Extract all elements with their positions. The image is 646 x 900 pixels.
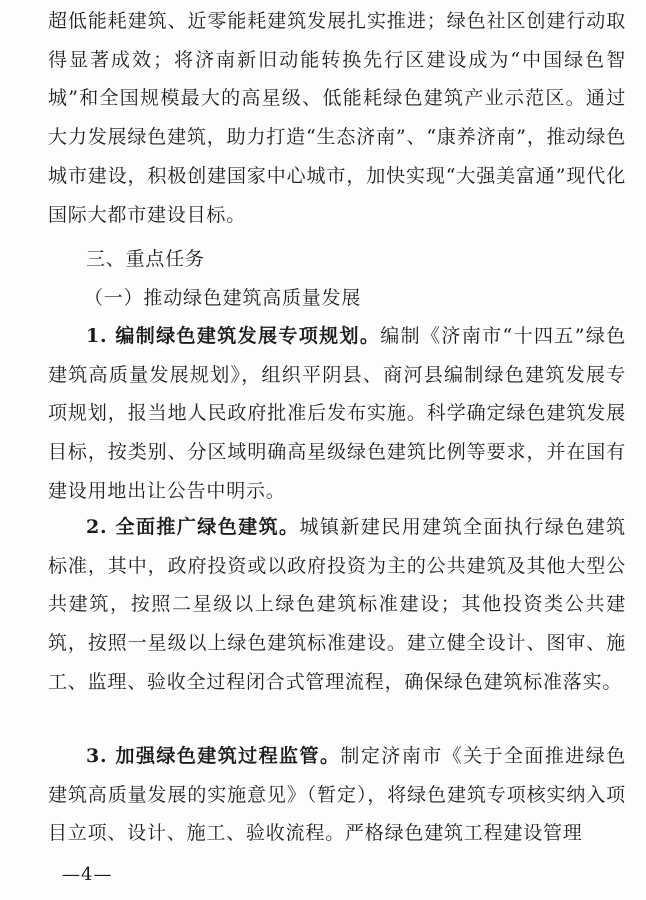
item-3-paragraph xyxy=(48,737,626,853)
paragraph-intro: 超低能耗建筑、近零能耗建筑发展扎实推进；绿色社区创建行动取得显著成效；将济南新旧动能转换先行区建设成为“中国绿色智城”和全国规模最大的高星级、低能耗绿色建筑产业示范区。通过大力发展绿色建筑，助力打造“生态济南”、“康养济南”，推动绿色城市建设，积极创建国家中心城市，加快实现“大强美富通”现代化国际大都市建设目标。 xyxy=(48,10,626,226)
item-3-body: 制定济南市《关于全面推进绿色建筑高质量发展的实施意见》（暂定），将绿色建筑专项核实纳入项目立项、设计、施工、验收流程。严格绿色建筑工程建设管理 xyxy=(48,745,627,845)
item-1-title: 1. 编制绿色建筑发展专项规划。 xyxy=(86,325,381,347)
item-2-body: 城镇新建民用建筑全面执行绿色建筑标准，其中，政府投资或以政府投资为主的公共建筑及其他大型公共建筑，按照二星级以上绿色建筑标准建设；其他投资类公共建筑，按照一星级以上绿色建筑标准建设。建立健全设计、图审、施工、监理、验收全过程闭合式管理流程，确保绿色建筑标准落实。 xyxy=(48,516,626,693)
page-number: —4— xyxy=(62,864,113,885)
item-3-title: 3. 加强绿色建筑过程监管。 xyxy=(86,745,341,767)
section-heading: 三、重点任务 xyxy=(86,248,205,270)
item-1-paragraph xyxy=(48,317,626,511)
item-1-body: 编制《济南市“十四五”绿色建筑高质量发展规划》，组织平阴县、商河县编制绿色建筑发展专项规划，报当地人民政府批准后发布实施。科学确定绿色建筑发展目标，按类别、分区域明确高星级绿色建筑比例等要求，并在国有建设用地出让公告中明示。 xyxy=(48,325,626,502)
item-2-paragraph xyxy=(48,508,626,702)
item-2-title: 2. 全面推广绿色建筑。 xyxy=(86,516,300,538)
subsection-heading: （一）推动绿色建筑高质量发展 xyxy=(84,287,362,309)
